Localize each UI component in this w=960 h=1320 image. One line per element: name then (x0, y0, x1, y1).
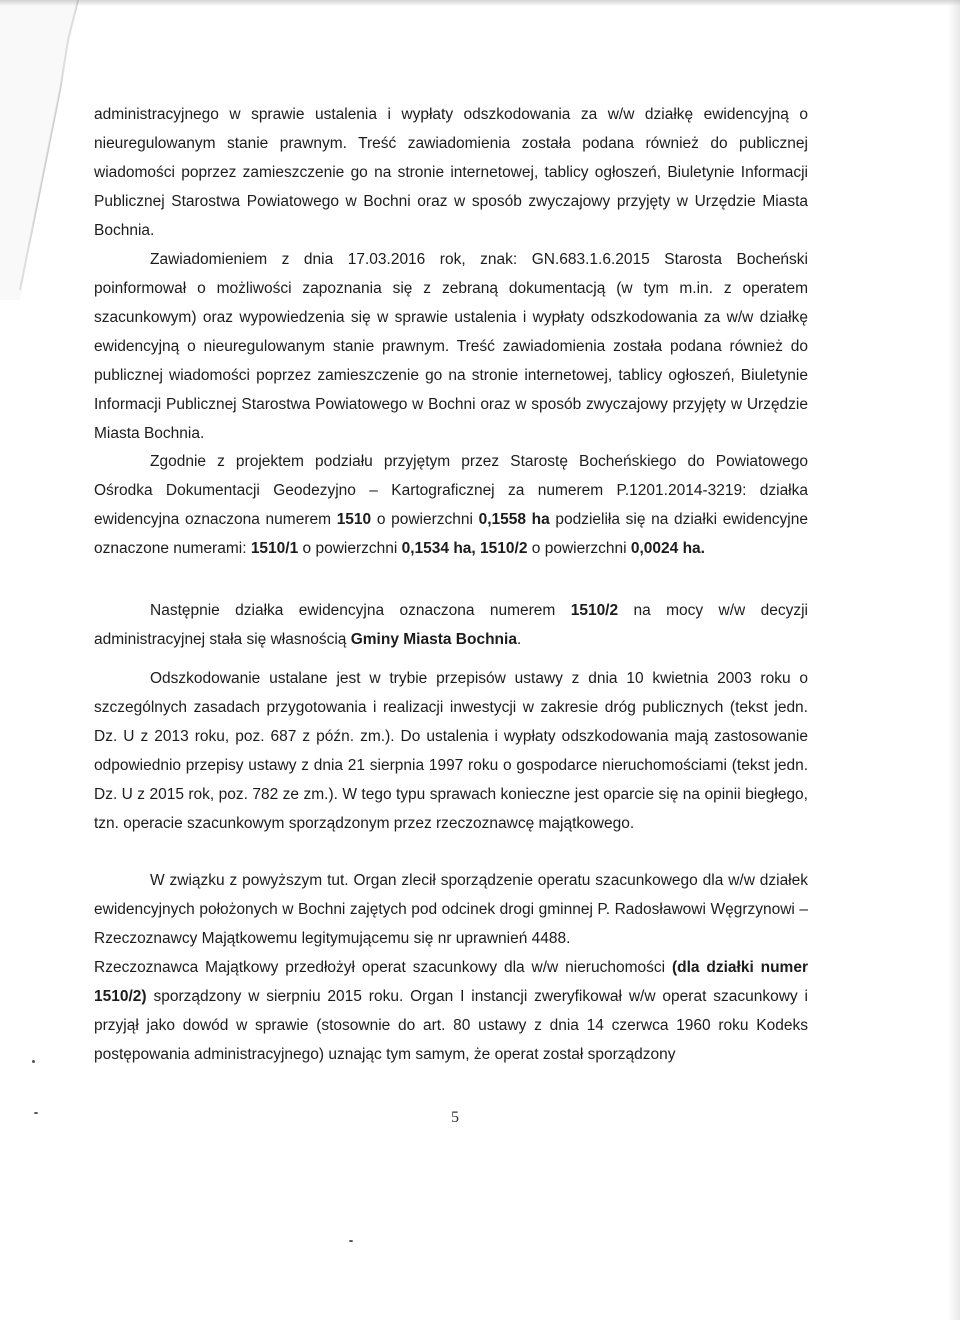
parcel-number: 1510/2 (570, 602, 619, 619)
page-number: 5 (451, 1109, 459, 1126)
text-run: podzieliła się na działki ewidencyjne oznaczone numerami: (94, 511, 808, 557)
text-run: o powierzchni (527, 540, 631, 557)
scan-right-shadow (948, 0, 960, 1320)
text-run: W związku z powyższym tut. Organ zlecił sporządzenie operatu szacunkowego dla w/w działek ewidencyjnych położonych w Bochni zajętych pod odcinek drogi gminnej P. Radosławowi Węgrzynowi – Rzeczoznawcy Majątkowemu legitymującemu się nr uprawnień 4488. (94, 872, 808, 947)
paragraph-appraisal (94, 866, 808, 1069)
appraisal-verification (94, 953, 808, 1069)
text-run: sporządzony w sierpniu 2015 roku. Organ I instancji zweryfikował w/w operat szacunkowy i przyjął jako dowód w sprawie (stosownie do art. 80 ustawy z dnia 14 czerwca 1960 roku Kodeks postępowania administracyjnego) uznając tym samym, że operat został sporządzony (94, 988, 808, 1063)
text-run: Zgodnie z projektem podziału przyjętym przez Starostę Bocheńskiego do Powiatowego Ośrodka Dokumentacji Geodezyjno – Kartograficznej za numerem P.1201.2014-3219: działka ewidencyjna oznaczona numerem (94, 453, 808, 528)
scan-top-shadow (0, 0, 960, 6)
paragraph-ownership (94, 596, 808, 654)
parcel-number: 1510/1 (250, 540, 299, 557)
paragraph-text: Odszkodowanie ustalane jest w trybie przepisów ustawy z dnia 10 kwietnia 2003 roku o szczególnych zasadach przygotowania i realizacji inwestycji w zakresie dróg publicznych (tekst jedn. Dz. U z 2013 roku, poz. 687 z późn. zm.). Do ustalenia i wypłaty odszkodowania mają zastosowanie odpowiednio przepisy ustawy z dnia 21 sierpnia 1997 roku o gospodarce nieruchomościami (tekst jedn. Dz. U z 2015 rok, poz. 782 ze zm.). W tego typu sprawach konieczne jest oparcie się na opinii biegłego, tzn. operacie szacunkowym sporządzonym przez rzeczoznawcę majątkowego. (94, 670, 808, 832)
paragraph-division (94, 447, 808, 563)
parcel-reference: (dla działki numer 1510/2) (94, 959, 808, 1005)
owner-name: Gminy Miasta Bochnia (350, 631, 517, 648)
parcel-number: 1510 (336, 511, 372, 528)
scan-speck (349, 1240, 353, 1242)
scan-edge-artifact (0, 0, 96, 300)
paragraph-notice (94, 245, 808, 448)
parcel-number: 1510/2 (480, 540, 528, 557)
parcel-area: 0,1534 ha, (401, 540, 476, 557)
paragraph-text: Zawiadomieniem z dnia 17.03.2016 rok, znak: GN.683.1.6.2015 Starosta Bocheński poinformował o możliwości zapoznania się z zebraną dokumentacją (w tym m.in. z operatem szacunkowym) oraz wypowiedzenia się w sprawie ustalenia i wypłaty odszkodowania za w/w działkę ewidencyjną o nieuregulowanym stanie prawnym. Treść zawiadomienia została podana również do publicznej wiadomości poprzez zamieszczenie go na stronie internetowej, tablicy ogłoszeń, Biuletynie Informacji Publicznej Starostwa Powiatowego w Bochni oraz w sposób zwyczajowy przyjęty w Urzędzie Miasta Bochnia. (94, 251, 808, 442)
text-run: o powierzchni (371, 511, 479, 528)
parcel-area: 0,0024 ha. (630, 540, 705, 557)
text-run: na mocy w/w decyzji administracyjnej stała się własnością (94, 602, 808, 648)
appraisal-commission (94, 866, 808, 953)
text-run: . (516, 631, 522, 648)
paragraph-text: administracyjnego w sprawie ustalenia i wypłaty odszkodowania za w/w działkę ewidencyjną o nieuregulowanym stanie prawnym. Treść zawiadomienia została podana również do publicznej wiadomości poprzez zamieszczenie go na stronie internetowej, tablicy ogłoszeń, Biuletynie Informacji Publicznej Starostwa Powiatowego w Bochni oraz w sposób zwyczajowy przyjęty w Urzędzie Miasta Bochnia. (94, 106, 808, 239)
text-run: o powierzchni (298, 540, 402, 557)
text-run: Następnie działka ewidencyjna oznaczona numerem (150, 602, 571, 619)
scan-speck (32, 1060, 35, 1063)
paragraph-legal-basis (94, 664, 808, 838)
parcel-area: 0,1558 ha (478, 511, 550, 528)
text-run: Rzeczoznawca Majątkowy przedłożył operat szacunkowy dla w/w nieruchomości (94, 959, 672, 976)
paragraph-continued (94, 100, 808, 245)
